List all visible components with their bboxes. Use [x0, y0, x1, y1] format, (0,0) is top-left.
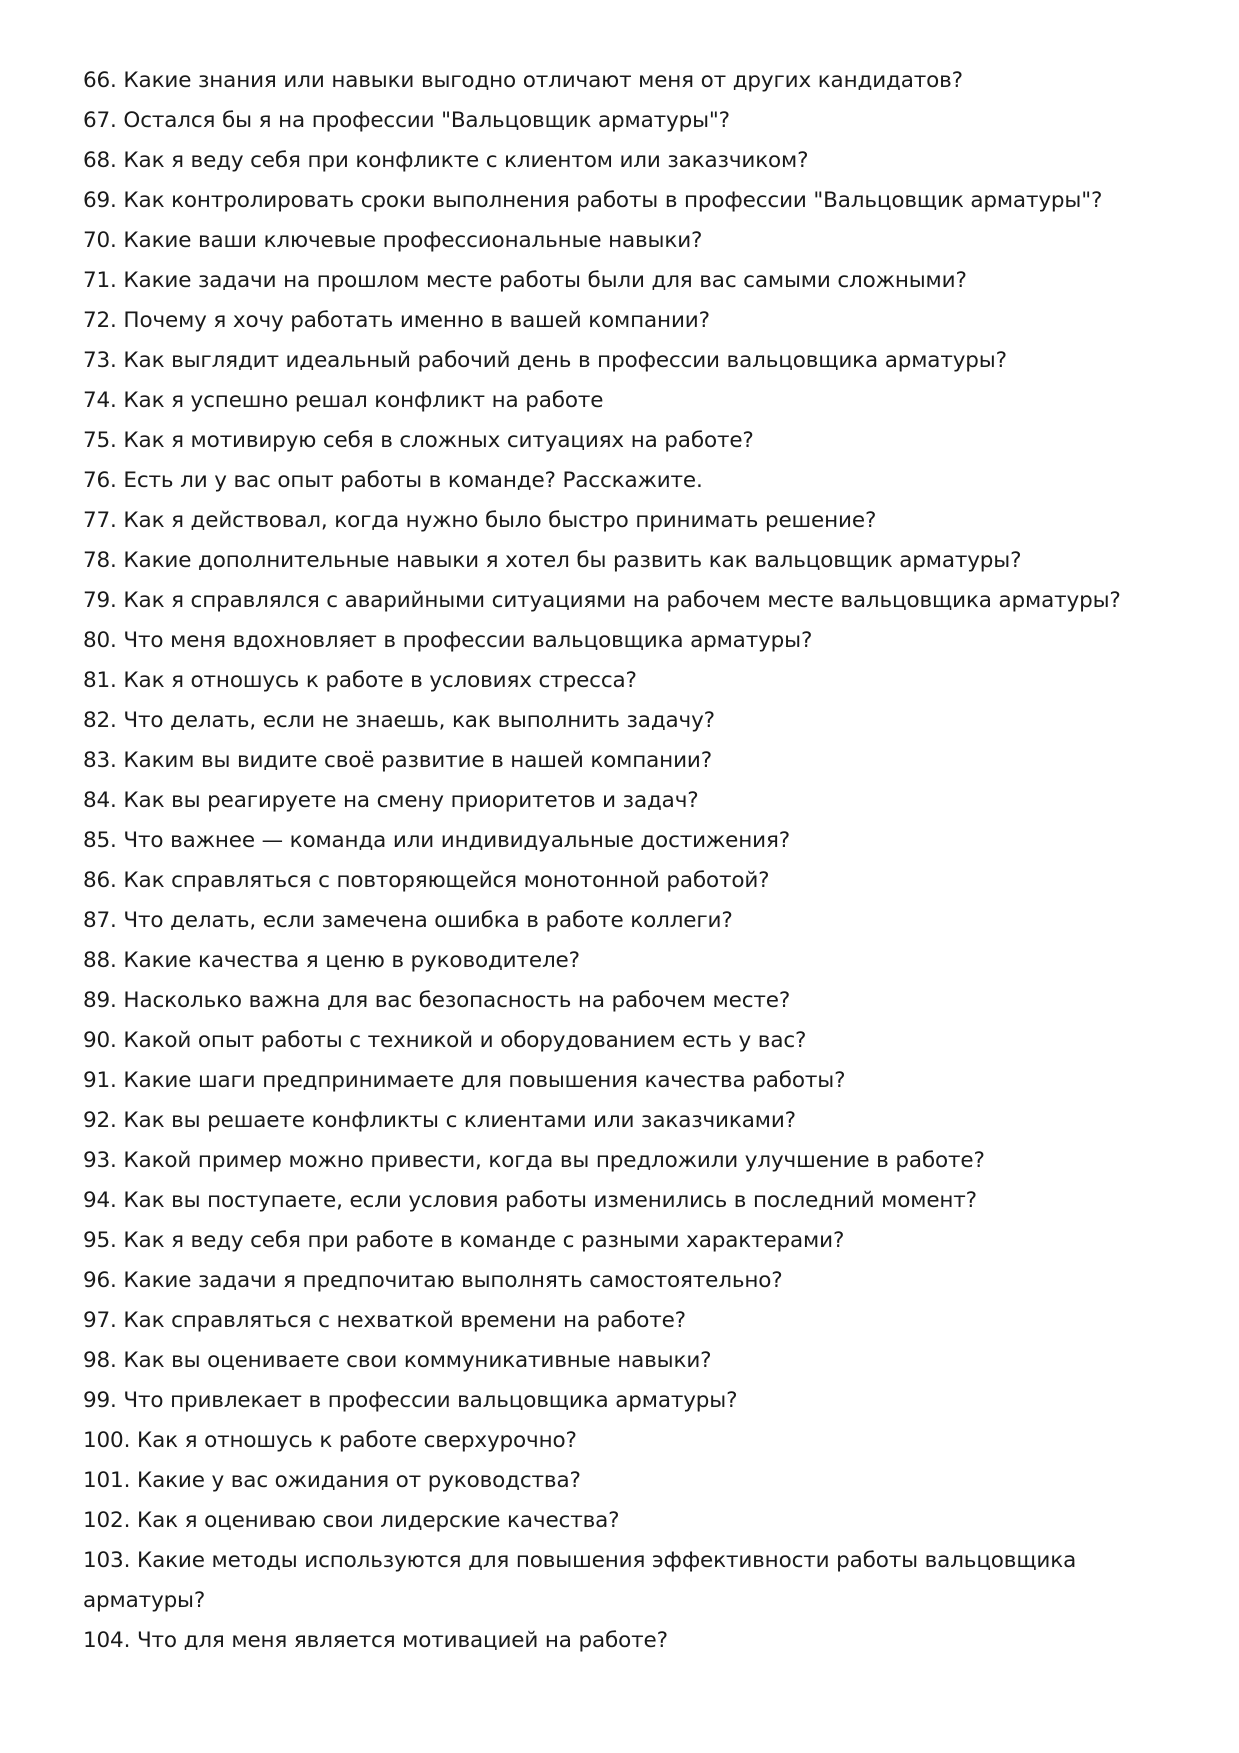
question-item: 100. Как я отношусь к работе сверхурочно? — [83, 1428, 577, 1453]
question-item: 90. Какой опыт работы с техникой и оборудованием есть у вас? — [83, 1028, 807, 1053]
question-item: 95. Как я веду себя при работе в команде с разными характерами? — [83, 1228, 845, 1253]
question-item: 78. Какие дополнительные навыки я хотел бы развить как вальцовщик арматуры? — [83, 548, 1022, 573]
question-item: 73. Как выглядит идеальный рабочий день в профессии вальцовщика арматуры? — [83, 348, 1007, 373]
question-item: 83. Каким вы видите своё развитие в нашей компании? — [83, 748, 712, 773]
question-item: 87. Что делать, если замечена ошибка в работе коллеги? — [83, 908, 733, 933]
question-item: 91. Какие шаги предпринимаете для повышения качества работы? — [83, 1068, 846, 1093]
question-item: 76. Есть ли у вас опыт работы в команде? Расскажите. — [83, 468, 703, 493]
question-item: 71. Какие задачи на прошлом месте работы были для вас самыми сложными? — [83, 268, 967, 293]
question-item: 72. Почему я хочу работать именно в вашей компании? — [83, 308, 710, 333]
question-item: 68. Как я веду себя при конфликте с клиентом или заказчиком? — [83, 148, 809, 173]
question-item: 93. Какой пример можно привести, когда вы предложили улучшение в работе? — [83, 1148, 985, 1173]
question-item: 89. Насколько важна для вас безопасность на рабочем месте? — [83, 988, 791, 1013]
question-item: 70. Какие ваши ключевые профессиональные навыки? — [83, 228, 703, 253]
question-item: 94. Как вы поступаете, если условия работы изменились в последний момент? — [83, 1188, 977, 1213]
question-item: 69. Как контролировать сроки выполнения работы в профессии "Вальцовщик арматуры"? — [83, 188, 1103, 213]
question-item: 102. Как я оцениваю свои лидерские качества? — [83, 1508, 620, 1533]
question-item: 66. Какие знания или навыки выгодно отличают меня от других кандидатов? — [83, 68, 963, 93]
question-item: 85. Что важнее — команда или индивидуальные достижения? — [83, 828, 791, 853]
question-item: 67. Остался бы я на профессии "Вальцовщик арматуры"? — [83, 108, 730, 133]
question-item: 104. Что для меня является мотивацией на работе? — [83, 1628, 668, 1653]
question-item: 98. Как вы оцениваете свои коммуникативные навыки? — [83, 1348, 712, 1373]
question-item: 79. Как я справлялся с аварийными ситуациями на рабочем месте вальцовщика арматуры? — [83, 588, 1121, 613]
question-item: 82. Что делать, если не знаешь, как выполнить задачу? — [83, 708, 715, 733]
question-item: 75. Как я мотивирую себя в сложных ситуациях на работе? — [83, 428, 754, 453]
question-item: 84. Как вы реагируете на смену приоритетов и задач? — [83, 788, 699, 813]
question-item: 74. Как я успешно решал конфликт на работе — [83, 388, 604, 413]
question-item: 97. Как справляться с нехваткой времени на работе? — [83, 1308, 686, 1333]
question-item: 77. Как я действовал, когда нужно было быстро принимать решение? — [83, 508, 877, 533]
question-item: 101. Какие у вас ожидания от руководства? — [83, 1468, 581, 1493]
question-item: 96. Какие задачи я предпочитаю выполнять самостоятельно? — [83, 1268, 783, 1293]
question-item: 81. Как я отношусь к работе в условиях стресса? — [83, 668, 637, 693]
question-list — [83, 61, 1163, 1661]
question-item: 80. Что меня вдохновляет в профессии вальцовщика арматуры? — [83, 628, 813, 653]
question-item: 99. Что привлекает в профессии вальцовщика арматуры? — [83, 1388, 738, 1413]
question-item: 88. Какие качества я ценю в руководителе? — [83, 948, 580, 973]
question-item: 86. Как справляться с повторяющейся монотонной работой? — [83, 868, 770, 893]
question-item: 103. Какие методы используются для повышения эффективности работы вальцовщика арматуры? — [83, 1548, 1077, 1613]
question-item: 92. Как вы решаете конфликты с клиентами или заказчиками? — [83, 1108, 796, 1133]
